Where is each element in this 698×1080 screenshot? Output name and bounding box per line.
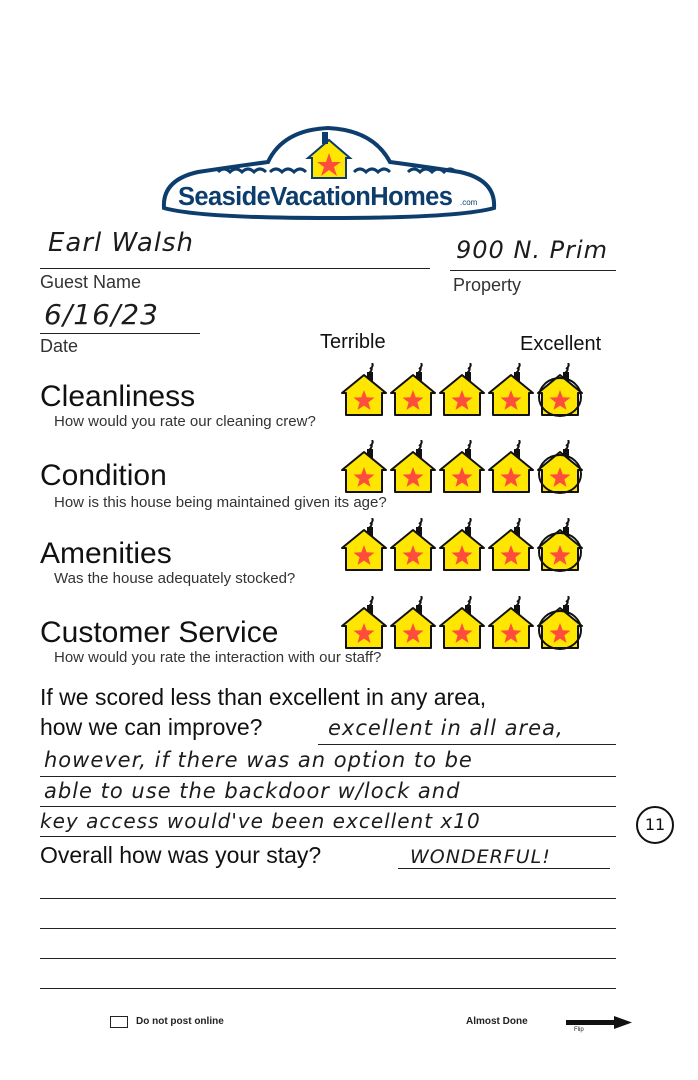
star-rating: [340, 518, 590, 574]
improve-prompt-line2: how we can improve?: [40, 714, 263, 740]
category-question: How would you rate our cleaning crew?: [54, 413, 316, 430]
scale-high-label: Excellent: [520, 333, 602, 355]
house-star-icon: [487, 363, 535, 419]
property-underline: [450, 270, 616, 271]
star-rating: [340, 440, 590, 496]
date-label: Date: [40, 336, 79, 356]
brand-logo: [158, 122, 500, 220]
house-star-icon: [536, 440, 584, 496]
answer-underline: [318, 744, 616, 745]
house-star-icon: [389, 440, 437, 496]
house-star-icon: [487, 518, 535, 574]
improve-answer-line3: able to use the backdoor w/lock and: [44, 779, 461, 803]
house-star-icon: [340, 596, 388, 652]
category-title: Amenities: [40, 537, 172, 570]
category-title: Cleanliness: [40, 380, 196, 413]
house-star-icon: [487, 440, 535, 496]
almost-done-label: Almost Done: [466, 1016, 528, 1027]
house-star-icon: [340, 363, 388, 419]
answer-underline: [40, 776, 616, 777]
category-question: How would you rate the interaction with our staff?: [54, 649, 382, 666]
guest-name-underline: [40, 268, 430, 269]
house-star-icon: [487, 596, 535, 652]
category-question: How is this house being maintained given its age?: [54, 494, 387, 511]
blank-line: [40, 898, 616, 899]
flip-label: Flip: [574, 1027, 584, 1033]
scale-low-label: Terrible: [320, 331, 386, 353]
do-not-post-checkbox[interactable]: [110, 1016, 128, 1028]
blank-line: [40, 988, 616, 989]
blank-line: [40, 958, 616, 959]
guest-name-label: Guest Name: [40, 272, 142, 292]
improve-answer-line1: excellent in all area,: [328, 716, 564, 740]
house-star-icon: [389, 363, 437, 419]
star-rating: [340, 596, 590, 652]
property-label: Property: [453, 275, 522, 295]
star-rating: [340, 363, 590, 419]
overall-prompt: Overall how was your stay?: [40, 842, 322, 868]
house-star-icon: [536, 596, 584, 652]
date-underline: [40, 333, 200, 334]
improve-answer-line2: however, if there was an option to be: [44, 748, 473, 772]
overall-underline: [398, 868, 610, 869]
house-star-icon: [536, 363, 584, 419]
category-title: Condition: [40, 459, 167, 492]
answer-underline: [40, 806, 616, 807]
house-star-icon: [438, 363, 486, 419]
house-star-icon: [340, 440, 388, 496]
category-title: Customer Service: [40, 616, 279, 649]
answer-underline: [40, 836, 616, 837]
logo-tld: .com: [460, 198, 478, 207]
improve-prompt-line1: If we scored less than excellent in any area,: [40, 684, 487, 710]
house-star-icon: [438, 440, 486, 496]
logo-wordmark: SeasideVacationHomes: [178, 183, 453, 211]
category-question: Was the house adequately stocked?: [54, 570, 296, 587]
property-value: 900 N. Prim: [456, 236, 609, 264]
house-star-icon: [536, 518, 584, 574]
house-star-icon: [438, 596, 486, 652]
house-star-icon: [438, 518, 486, 574]
house-star-icon: [389, 596, 437, 652]
blank-line: [40, 928, 616, 929]
overall-answer: WONDERFUL!: [410, 846, 551, 868]
house-star-icon: [340, 518, 388, 574]
circled-note: 11: [636, 806, 674, 844]
improve-answer-line4: key access would've been excellent x10: [40, 809, 481, 833]
date-value: 6/16/23: [44, 298, 159, 331]
do-not-post-label: Do not post online: [136, 1016, 224, 1027]
house-star-icon: [389, 518, 437, 574]
guest-name-value: Earl Walsh: [48, 228, 195, 258]
